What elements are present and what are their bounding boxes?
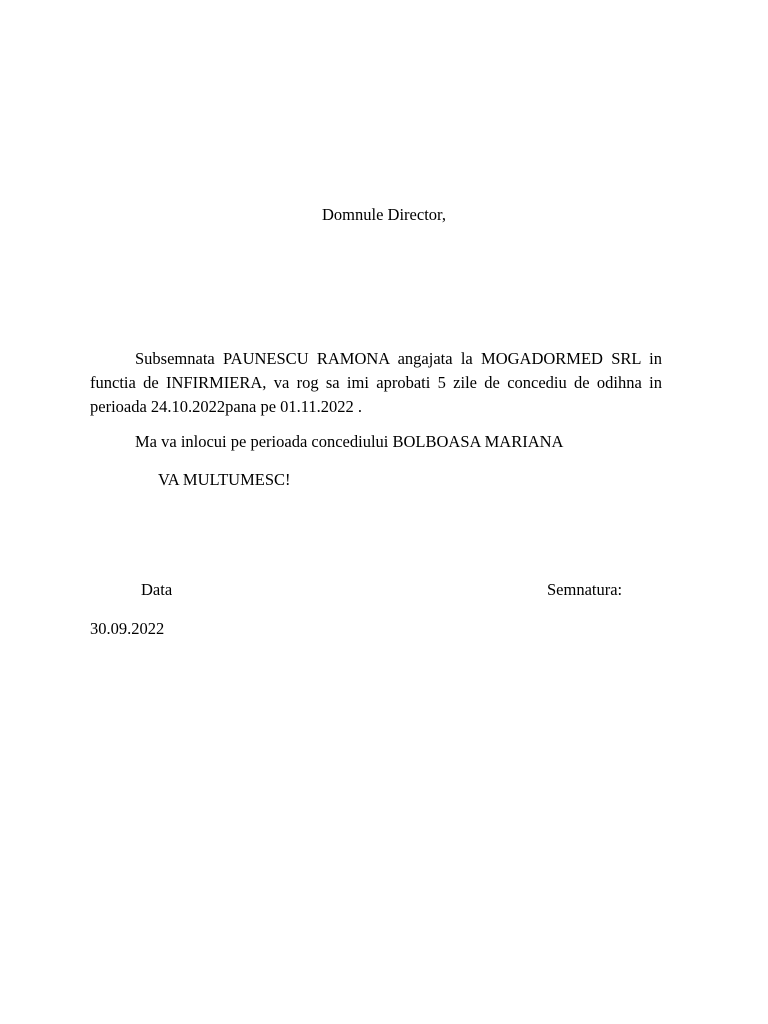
date-label: Data xyxy=(141,580,173,599)
salutation: Domnule Director, xyxy=(322,205,446,224)
signature-label: Semnatura: xyxy=(547,580,623,599)
thanks-line: VA MULTUMESC! xyxy=(158,470,291,489)
request-paragraph: Subsemnata PAUNESCU RAMONA angajata la MOGADORMED SRL in functia de INFIRMIERA, va rog sa imi aprobati 5 zile de concediu de odihna in perioada 24.10.2022pana pe 01.11.2022 . xyxy=(90,349,662,416)
date-value: 30.09.2022 xyxy=(90,619,165,638)
replacement-line: Ma va inlocui pe perioada concediului BOLBOASA MARIANA xyxy=(135,432,564,451)
